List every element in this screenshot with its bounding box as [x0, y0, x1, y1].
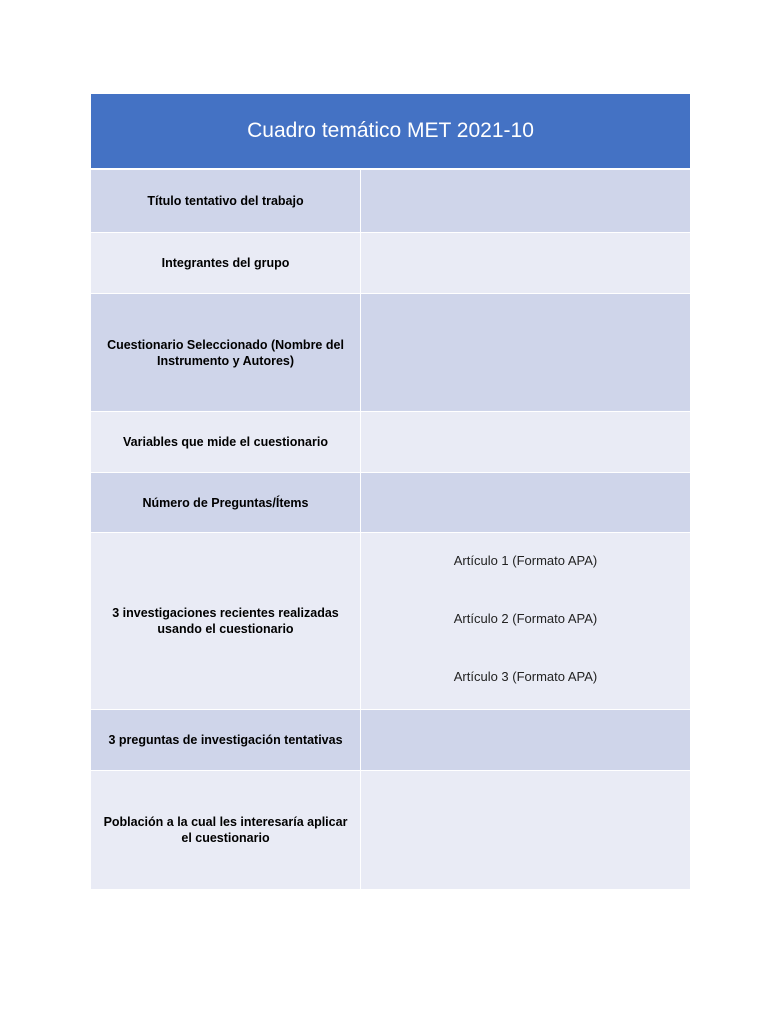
row-value-population[interactable]	[361, 771, 690, 889]
row-population	[91, 771, 690, 889]
article-3-placeholder: Artículo 3 (Formato APA)	[453, 669, 598, 684]
row-label-selected-questionnaire: Cuestionario Seleccionado (Nombre del Instrumento y Autores)	[91, 294, 361, 411]
article-2-placeholder: Artículo 2 (Formato APA)	[453, 611, 598, 626]
table-title: Cuadro temático MET 2021-10	[91, 94, 690, 170]
row-recent-investigations	[91, 533, 690, 710]
row-research-questions	[91, 710, 690, 771]
row-selected-questionnaire	[91, 294, 690, 412]
row-variables	[91, 412, 690, 473]
row-value-tentative-title[interactable]	[361, 170, 690, 232]
row-value-number-of-items[interactable]	[361, 473, 690, 532]
row-label-tentative-title: Título tentativo del trabajo	[91, 170, 361, 232]
row-label-variables: Variables que mide el cuestionario	[91, 412, 361, 472]
row-value-research-questions[interactable]	[361, 710, 690, 770]
row-label-research-questions: 3 preguntas de investigación tentativas	[91, 710, 361, 770]
row-group-members	[91, 233, 690, 294]
row-value-variables[interactable]	[361, 412, 690, 472]
row-value-group-members[interactable]	[361, 233, 690, 293]
row-value-selected-questionnaire[interactable]	[361, 294, 690, 411]
row-label-population: Población a la cual les interesaría aplicar el cuestionario	[91, 771, 361, 889]
thematic-table	[91, 94, 690, 889]
article-1-placeholder: Artículo 1 (Formato APA)	[453, 553, 598, 568]
row-tentative-title	[91, 170, 690, 233]
row-number-of-items	[91, 473, 690, 533]
row-label-group-members: Integrantes del grupo	[91, 233, 361, 293]
row-label-number-of-items: Número de Preguntas/Ítems	[91, 473, 361, 532]
row-label-recent-investigations: 3 investigaciones recientes realizadas usando el cuestionario	[91, 533, 361, 709]
articles-list	[361, 533, 690, 709]
